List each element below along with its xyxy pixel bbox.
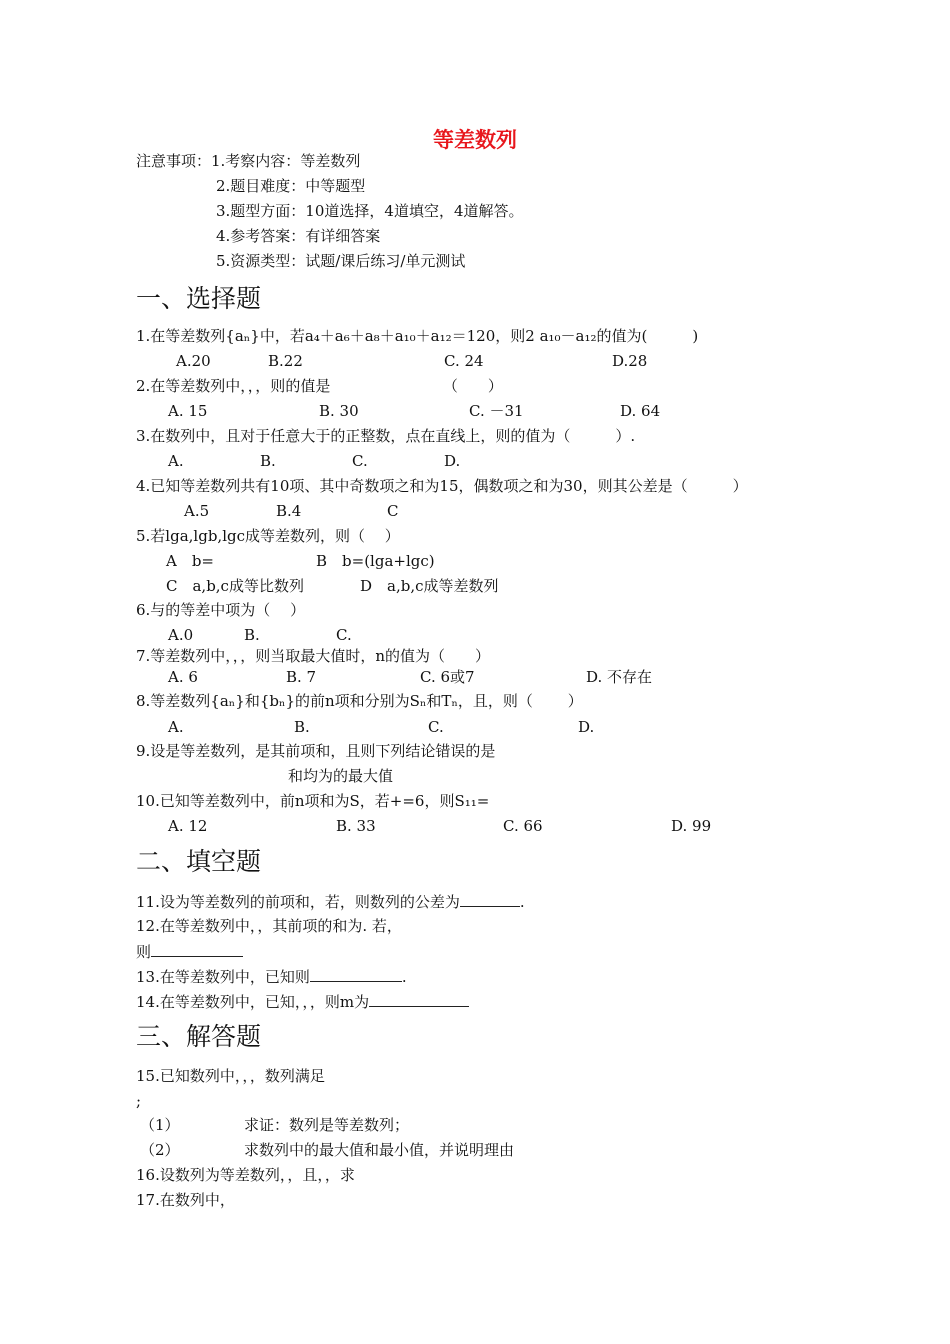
q4-option-c: C xyxy=(387,502,399,520)
q7-option-b: B. 7 xyxy=(286,668,317,686)
answer-blank xyxy=(369,992,469,1007)
question-15-part-2-number: （2） xyxy=(140,1141,180,1159)
q8-option-b: B. xyxy=(294,718,310,736)
q5-option-d: D a,b,c成等差数列 xyxy=(360,577,499,595)
section-heading-choice: 一、选择题 xyxy=(136,284,262,313)
q10-option-b: B. 33 xyxy=(336,817,376,835)
answer-blank xyxy=(151,942,243,957)
question-15-part-2: 求数列中的最大值和最小值，并说明理由 xyxy=(244,1141,515,1159)
q1-option-c: C. 24 xyxy=(444,352,484,370)
q8-option-c: C. xyxy=(428,718,444,736)
q7-option-c: C. 6或7 xyxy=(420,668,475,686)
q6-option-c: C. xyxy=(336,626,352,644)
question-12-cont xyxy=(136,942,243,961)
question-4: 4.已知等差数列共有10项、其中奇数项之和为15，偶数项之和为30，则其公差是（ ） xyxy=(136,477,748,495)
question-15: 15.已知数列中，，，数列满足 xyxy=(136,1067,325,1085)
q3-option-c: C. xyxy=(352,452,368,470)
q8-option-d: D. xyxy=(578,718,595,736)
q1-option-a: A.20 xyxy=(176,352,211,370)
q10-option-d: D. 99 xyxy=(671,817,712,835)
question-13-text: 13.在等差数列中，已知则 xyxy=(136,968,310,986)
q4-option-a: A.5 xyxy=(184,502,210,520)
note-4: 4.参考答案：有详细答案 xyxy=(216,227,381,245)
q8-option-a: A. xyxy=(168,718,184,736)
q5-option-a: A b= xyxy=(166,552,215,570)
question-7: 7.等差数列中，，，则当取最大值时，n的值为（ ） xyxy=(136,647,490,665)
question-13 xyxy=(136,967,407,986)
section-heading-fill: 二、填空题 xyxy=(136,847,262,876)
q2-option-d: D. 64 xyxy=(620,402,661,420)
question-3: 3.在数列中，且对于任意大于的正整数，点在直线上，则的值为（ ）. xyxy=(136,427,636,445)
q4-option-b: B.4 xyxy=(276,502,302,520)
q6-option-a: A.0 xyxy=(168,626,194,644)
q7-option-a: A. 6 xyxy=(168,668,198,686)
question-9: 9.设是等差数列，是其前项和，且则下列结论错误的是 xyxy=(136,742,496,760)
question-9-cont: 和均为的最大值 xyxy=(288,767,394,785)
question-5: 5.若lga,lgb,lgc成等差数列，则（ ） xyxy=(136,527,400,545)
note-5: 5.资源类型：试题/课后练习/单元测试 xyxy=(216,252,466,270)
q6-option-b: B. xyxy=(244,626,260,644)
q7-option-d: D. 不存在 xyxy=(586,668,653,686)
page-title: 等差数列 xyxy=(433,128,517,152)
question-10: 10.已知等差数列中，前n项和为S，若+=6，则S₁₁= xyxy=(136,792,490,810)
note-1: 注意事项：1.考察内容：等差数列 xyxy=(136,152,361,170)
q3-option-d: D. xyxy=(444,452,461,470)
section-heading-answer: 三、解答题 xyxy=(136,1022,262,1051)
q1-option-b: B.22 xyxy=(268,352,303,370)
q3-option-a: A. xyxy=(168,452,184,470)
question-14-text: 14.在等差数列中，已知，，，则m为 xyxy=(136,993,370,1011)
question-12-prefix: 则 xyxy=(136,943,152,961)
question-15-part-1-number: （1） xyxy=(140,1116,180,1134)
question-8: 8.等差数列{aₙ}和{bₙ}的前n项和分别为Sₙ和Tₙ，且，则（ ） xyxy=(136,692,583,710)
q2-option-a: A. 15 xyxy=(168,402,208,420)
question-11 xyxy=(136,892,525,911)
q3-option-b: B. xyxy=(260,452,276,470)
q2-option-b: B. 30 xyxy=(319,402,359,420)
note-2: 2.题目难度：中等题型 xyxy=(216,177,366,195)
question-11-end: . xyxy=(519,893,525,911)
question-17: 17.在数列中， xyxy=(136,1191,235,1209)
q1-option-d: D.28 xyxy=(612,352,648,370)
question-2: 2.在等差数列中，，，则的值是 （ ） xyxy=(136,377,503,395)
question-6: 6.与的等差中项为（ ） xyxy=(136,601,306,619)
question-15-cont: ; xyxy=(136,1092,142,1110)
question-13-end: . xyxy=(401,968,407,986)
q2-option-c: C. －31 xyxy=(469,402,524,420)
question-15-part-1: 求证：数列是等差数列； xyxy=(244,1116,410,1134)
note-3: 3.题型方面：10道选择，4道填空，4道解答。 xyxy=(216,202,524,220)
q10-option-a: A. 12 xyxy=(168,817,208,835)
question-16: 16.设数列为等差数列，，且，，求 xyxy=(136,1166,355,1184)
question-1: 1.在等差数列{aₙ}中，若a₄＋a₆＋a₈＋a₁₀＋a₁₂＝120，则2 a₁₀－a₁₂的值为( ) xyxy=(136,327,699,345)
answer-blank xyxy=(460,892,520,907)
answer-blank xyxy=(310,967,402,982)
q5-option-c: C a,b,c成等比数列 xyxy=(166,577,304,595)
q10-option-c: C. 66 xyxy=(503,817,543,835)
q5-option-b: B b=(lga+lgc) xyxy=(316,552,435,570)
question-14 xyxy=(136,992,469,1011)
question-11-text: 11.设为等差数列的前项和，若，则数列的公差为 xyxy=(136,893,460,911)
question-12: 12.在等差数列中，，其前项的和为. 若， xyxy=(136,917,402,935)
